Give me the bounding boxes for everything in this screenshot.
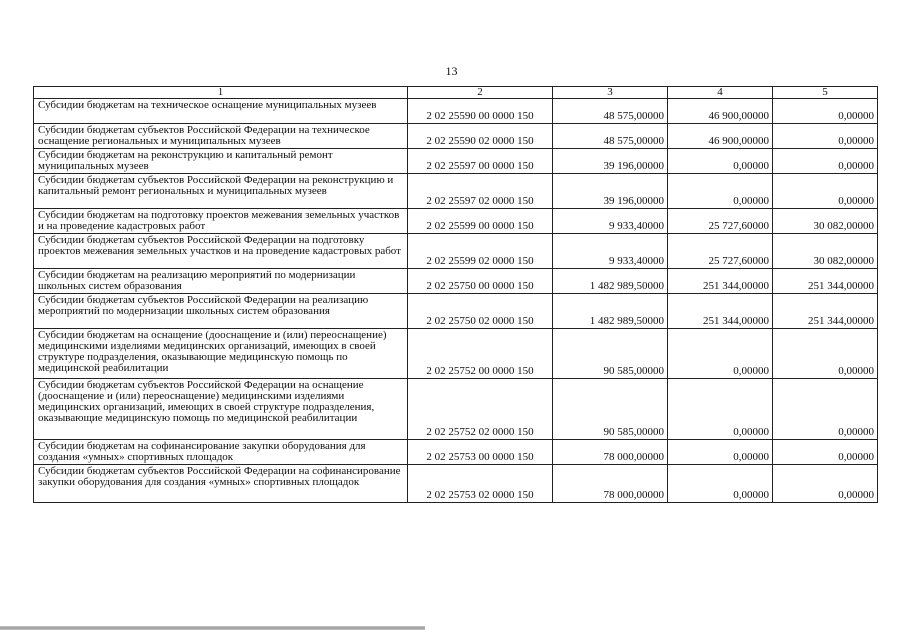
table-row	[34, 440, 878, 465]
row-value-cell-4: 0,00000	[668, 329, 773, 379]
row-value-cell-4: 0,00000	[668, 465, 773, 503]
row-value-cell-5: 0,00000	[773, 149, 878, 174]
table-row	[34, 99, 878, 124]
row-code-cell: 2 02 25753 02 0000 150	[408, 465, 553, 503]
table-row	[34, 234, 878, 269]
table-row	[34, 379, 878, 440]
page-number: 13	[445, 64, 458, 78]
row-code-cell: 2 02 25750 02 0000 150	[408, 294, 553, 329]
table-row	[34, 174, 878, 209]
row-code-cell: 2 02 25597 00 0000 150	[408, 149, 553, 174]
row-value-cell-5: 0,00000	[773, 379, 878, 440]
row-name-cell: Субсидии бюджетам субъектов Российской Федерации на техническое оснащение региональных и муниципальных музеев	[34, 124, 408, 149]
row-value-cell-5: 251 344,00000	[773, 269, 878, 294]
row-value-cell-4: 46 900,00000	[668, 124, 773, 149]
budget-revenue-table	[33, 86, 878, 503]
row-code-cell: 2 02 25752 00 0000 150	[408, 329, 553, 379]
row-value-cell-5: 30 082,00000	[773, 234, 878, 269]
row-value-cell-3: 1 482 989,50000	[553, 294, 668, 329]
table-row	[34, 124, 878, 149]
row-value-cell-3: 9 933,40000	[553, 209, 668, 234]
row-name-cell: Субсидии бюджетам на реконструкцию и капитальный ремонт муниципальных музеев	[34, 149, 408, 174]
row-value-cell-3: 9 933,40000	[553, 234, 668, 269]
column-header-2: 2	[408, 87, 553, 99]
row-code-cell: 2 02 25590 02 0000 150	[408, 124, 553, 149]
row-code-cell: 2 02 25752 02 0000 150	[408, 379, 553, 440]
row-value-cell-4: 0,00000	[668, 379, 773, 440]
row-name-cell: Субсидии бюджетам субъектов Российской Федерации на оснащение (дооснащение и (или) переоснащение) медицинскими изделиями медицинских организаций, имеющих в своей структуре подразделения, оказывающие медицинскую помощь по медицинской реабилитации	[34, 379, 408, 440]
row-value-cell-4: 0,00000	[668, 174, 773, 209]
row-value-cell-5: 30 082,00000	[773, 209, 878, 234]
row-value-cell-3: 1 482 989,50000	[553, 269, 668, 294]
row-value-cell-5: 0,00000	[773, 174, 878, 209]
row-value-cell-3: 39 196,00000	[553, 174, 668, 209]
row-code-cell: 2 02 25750 00 0000 150	[408, 269, 553, 294]
row-value-cell-5: 0,00000	[773, 124, 878, 149]
row-value-cell-4: 25 727,60000	[668, 209, 773, 234]
row-name-cell: Субсидии бюджетам субъектов Российской Федерации на реконструкцию и капитальный ремонт региональных и муниципальных музеев	[34, 174, 408, 209]
column-header-5: 5	[773, 87, 878, 99]
row-code-cell: 2 02 25599 00 0000 150	[408, 209, 553, 234]
row-value-cell-3: 78 000,00000	[553, 440, 668, 465]
row-name-cell: Субсидии бюджетам субъектов Российской Федерации на подготовку проектов межевания земельных участков и на проведение кадастровых работ	[34, 234, 408, 269]
row-value-cell-4: 0,00000	[668, 149, 773, 174]
table-row	[34, 465, 878, 503]
row-value-cell-5: 251 344,00000	[773, 294, 878, 329]
row-name-cell: Субсидии бюджетам на реализацию мероприятий по модернизации школьных систем образования	[34, 269, 408, 294]
row-name-cell: Субсидии бюджетам на оснащение (дооснащение и (или) переоснащение) медицинскими изделиями медицинских организаций, имеющих в своей структуре подразделения, оказывающие медицинскую помощь по медицинской реабилитации	[34, 329, 408, 379]
table-row	[34, 269, 878, 294]
row-value-cell-4: 25 727,60000	[668, 234, 773, 269]
column-header-1: 1	[34, 87, 408, 99]
row-code-cell: 2 02 25597 02 0000 150	[408, 174, 553, 209]
scan-edge-line	[0, 626, 425, 630]
row-value-cell-3: 48 575,00000	[553, 124, 668, 149]
table-row	[34, 209, 878, 234]
row-code-cell: 2 02 25599 02 0000 150	[408, 234, 553, 269]
row-value-cell-5: 0,00000	[773, 99, 878, 124]
table-row	[34, 294, 878, 329]
row-code-cell: 2 02 25753 00 0000 150	[408, 440, 553, 465]
row-value-cell-4: 251 344,00000	[668, 269, 773, 294]
row-value-cell-4: 46 900,00000	[668, 99, 773, 124]
row-value-cell-4: 0,00000	[668, 440, 773, 465]
table-header-row	[34, 87, 878, 99]
table-row	[34, 149, 878, 174]
row-name-cell: Субсидии бюджетам на подготовку проектов межевания земельных участков и на проведение кадастровых работ	[34, 209, 408, 234]
row-value-cell-3: 90 585,00000	[553, 329, 668, 379]
row-code-cell: 2 02 25590 00 0000 150	[408, 99, 553, 124]
row-value-cell-3: 48 575,00000	[553, 99, 668, 124]
row-name-cell: Субсидии бюджетам на техническое оснащение муниципальных музеев	[34, 99, 408, 124]
row-value-cell-3: 39 196,00000	[553, 149, 668, 174]
row-value-cell-5: 0,00000	[773, 329, 878, 379]
row-value-cell-3: 78 000,00000	[553, 465, 668, 503]
row-value-cell-4: 251 344,00000	[668, 294, 773, 329]
row-name-cell: Субсидии бюджетам субъектов Российской Федерации на реализацию мероприятий по модернизации школьных систем образования	[34, 294, 408, 329]
table-row	[34, 329, 878, 379]
table-body	[34, 99, 878, 503]
row-value-cell-5: 0,00000	[773, 465, 878, 503]
row-name-cell: Субсидии бюджетам субъектов Российской Федерации на софинансирование закупки оборудования для создания «умных» спортивных площадок	[34, 465, 408, 503]
column-header-3: 3	[553, 87, 668, 99]
row-value-cell-5: 0,00000	[773, 440, 878, 465]
row-value-cell-3: 90 585,00000	[553, 379, 668, 440]
row-name-cell: Субсидии бюджетам на софинансирование закупки оборудования для создания «умных» спортивных площадок	[34, 440, 408, 465]
column-header-4: 4	[668, 87, 773, 99]
